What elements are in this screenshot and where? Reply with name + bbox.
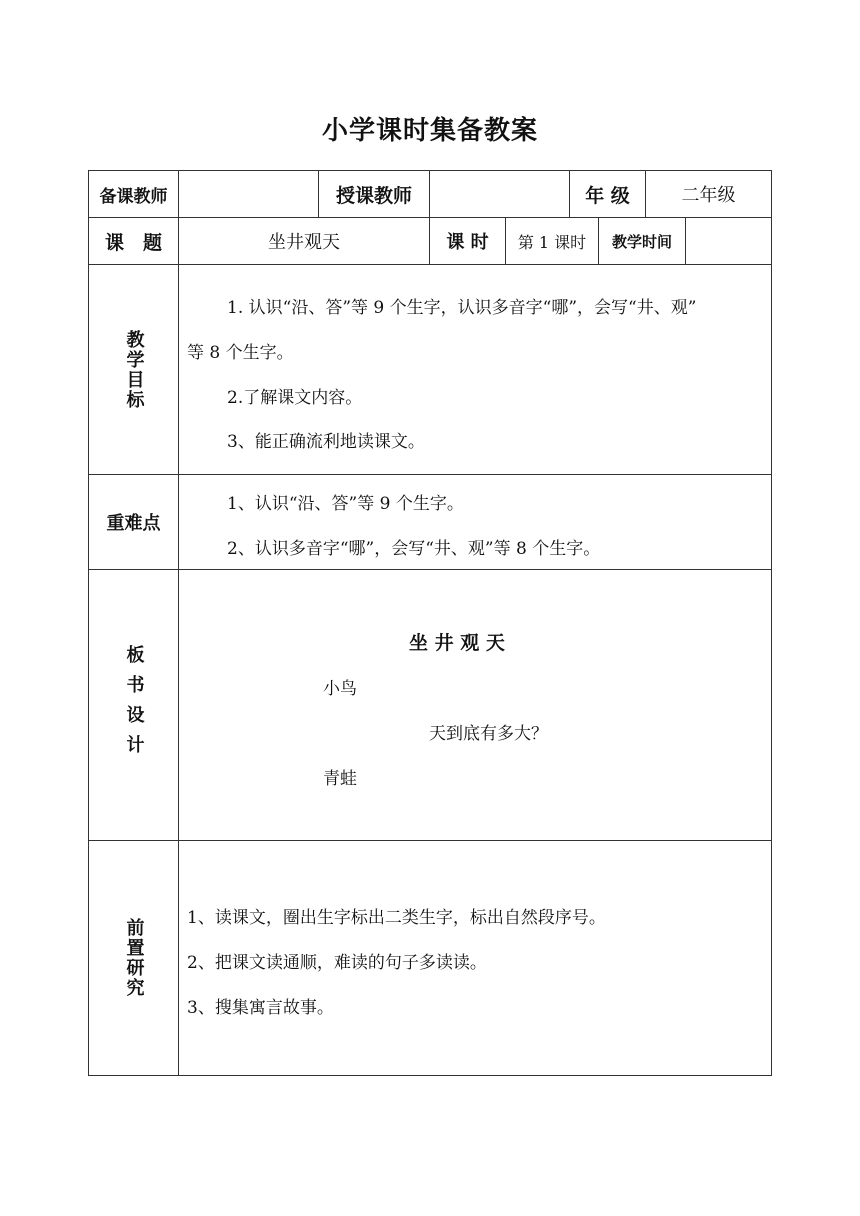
objectives-label: 教学目标 [123, 329, 145, 410]
objective-1-continued: 等 8 个生字。 [187, 343, 294, 363]
period-label: 课 时 [429, 217, 506, 265]
grade-value: 二年级 [645, 170, 772, 218]
topic-label: 课 题 [88, 217, 179, 265]
pre-study-3: 3、搜集寓言故事。 [187, 998, 334, 1018]
objective-3: 3、能正确流利地读课文。 [227, 432, 425, 452]
board-label-cell [88, 569, 179, 841]
key-point-2: 2、认识多音字“哪”，会写“井、观”等 8 个生字。 [227, 539, 601, 559]
board-content [178, 569, 772, 841]
board-heading: 坐 井 观 天 [409, 632, 505, 654]
teaching-time-value [685, 217, 772, 265]
key-point-1: 1、认识“沿、答”等 9 个生字。 [227, 494, 464, 514]
pre-study-1: 1、读课文，圈出生字标出二类生字，标出自然段序号。 [187, 908, 606, 928]
grade-label: 年 级 [569, 170, 646, 218]
key-points-label: 重难点 [88, 474, 179, 570]
pre-study-label-cell [88, 840, 179, 1076]
pre-study-2: 2、把课文读通顺，难读的句子多读读。 [187, 953, 487, 973]
pre-study-label: 前置研究 [123, 918, 145, 998]
lecturer-value [429, 170, 570, 218]
objectives-content [178, 264, 772, 475]
prep-teacher-value [178, 170, 319, 218]
board-bird: 小鸟 [323, 679, 357, 699]
topic-value: 坐井观天 [178, 217, 430, 265]
board-question: 天到底有多大？ [429, 724, 548, 744]
lecturer-label: 授课教师 [318, 170, 430, 218]
period-value: 第 1 课时 [505, 217, 599, 265]
pre-study-content [178, 840, 772, 1076]
objective-1: 1. 认识“沿、答”等 9 个生字，认识多音字“哪”，会写“井、观” [227, 298, 697, 318]
teaching-time-label: 教学时间 [598, 217, 686, 265]
prep-teacher-label: 备课教师 [88, 170, 179, 218]
key-points-content [178, 474, 772, 570]
board-frog: 青蛙 [323, 769, 357, 789]
objectives-label-cell [88, 264, 179, 475]
board-label: 板书设计 [123, 645, 145, 765]
objective-2: 2.了解课文内容。 [227, 388, 363, 408]
page-title: 小学课时集备教案 [321, 116, 538, 146]
